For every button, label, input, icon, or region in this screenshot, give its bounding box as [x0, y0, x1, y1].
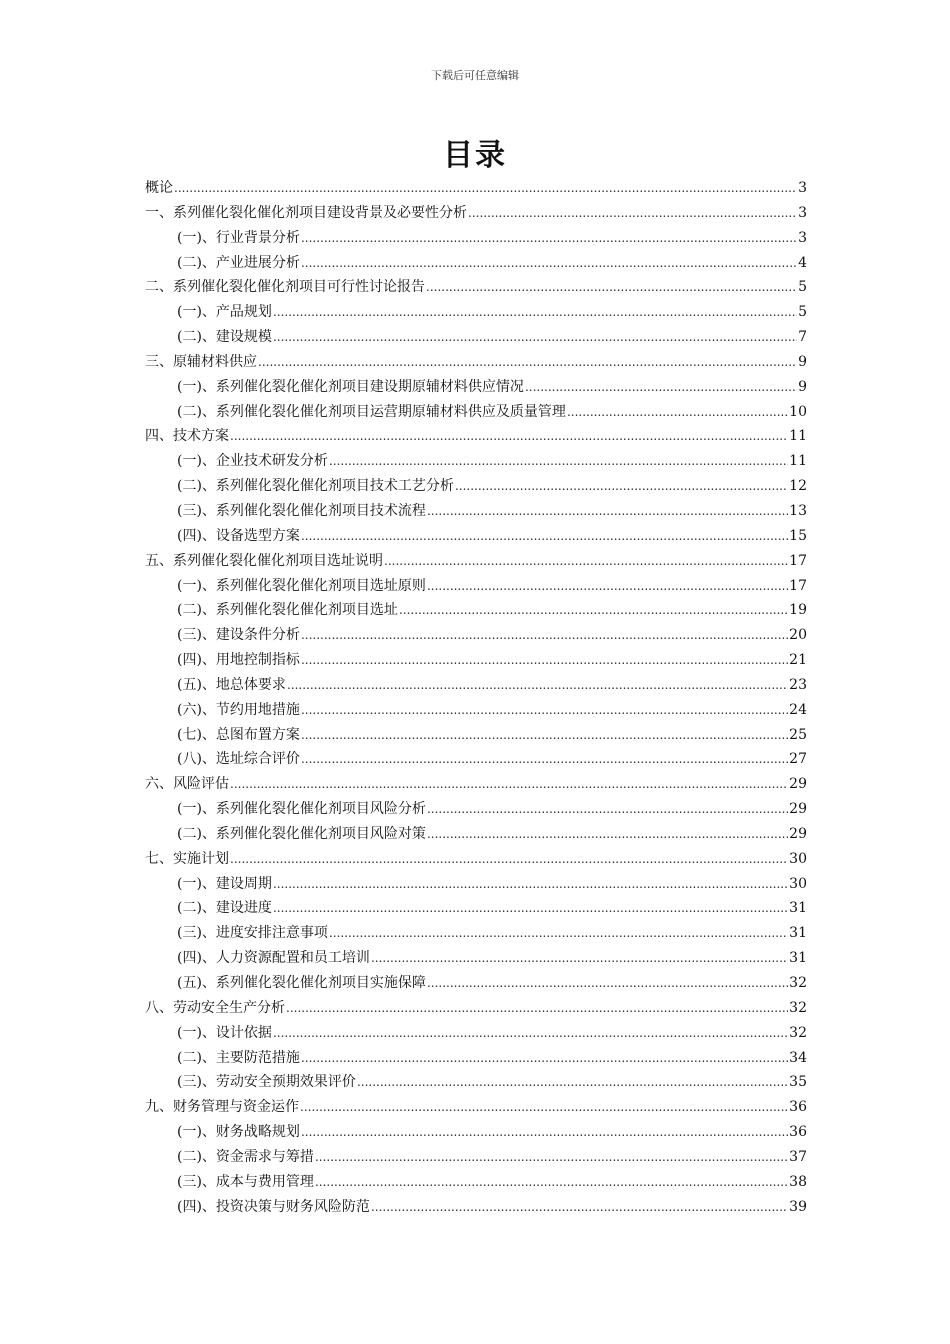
- toc-entry-page-number: 17: [789, 577, 807, 594]
- toc-dot-leader: [525, 375, 797, 400]
- toc-dot-leader: [427, 822, 788, 847]
- toc-entry-label: (七)、总图布置方案: [177, 726, 300, 743]
- toc-entry[interactable]: [145, 673, 807, 698]
- toc-entry[interactable]: [145, 698, 807, 723]
- toc-dot-leader: [427, 574, 788, 599]
- toc-entry-label: (三)、建设条件分析: [177, 627, 300, 644]
- toc-entry[interactable]: [145, 996, 807, 1021]
- toc-entry-page-number: 3: [798, 229, 807, 246]
- toc-dot-leader: [301, 623, 788, 648]
- toc-entry-label: 八、劳动安全生产分析: [145, 999, 285, 1016]
- toc-entry[interactable]: [145, 400, 807, 425]
- toc-entry-page-number: 34: [789, 1049, 807, 1066]
- toc-dot-leader: [301, 1046, 788, 1071]
- toc-entry-label: (八)、选址综合评价: [177, 751, 300, 768]
- toc-entry-page-number: 19: [789, 602, 807, 619]
- toc-entry-label: (四)、设备选型方案: [177, 527, 300, 544]
- toc-dot-leader: [399, 598, 788, 623]
- toc-dot-leader: [301, 723, 788, 748]
- toc-dot-leader: [230, 424, 788, 449]
- toc-entry-label: (一)、行业背景分析: [177, 229, 300, 246]
- toc-dot-leader: [273, 300, 797, 325]
- toc-entry-label: (一)、企业技术研发分析: [177, 453, 328, 470]
- toc-entry[interactable]: [145, 300, 807, 325]
- toc-entry-label: (一)、系列催化裂化催化剂项目建设期原辅材料供应情况: [177, 378, 524, 395]
- toc-entry[interactable]: [145, 648, 807, 673]
- toc-entry-page-number: 11: [789, 428, 807, 445]
- page-title: 目录: [443, 138, 507, 173]
- toc-entry-label: (一)、财务战略规划: [177, 1124, 300, 1141]
- toc-entry[interactable]: [145, 797, 807, 822]
- toc-entry-label: 七、实施计划: [145, 850, 229, 867]
- toc-entry[interactable]: [145, 921, 807, 946]
- toc-entry-label: 四、技术方案: [145, 428, 229, 445]
- toc-entry-page-number: 11: [789, 453, 807, 470]
- toc-entry[interactable]: [145, 1095, 807, 1120]
- toc-entry-label: (三)、进度安排注意事项: [177, 925, 328, 942]
- table-of-contents: [145, 176, 807, 1219]
- toc-entry-label: (二)、建设进度: [177, 900, 272, 917]
- toc-dot-leader: [301, 226, 797, 251]
- toc-entry[interactable]: [145, 946, 807, 971]
- toc-entry-page-number: 39: [789, 1198, 807, 1215]
- toc-dot-leader: [301, 1120, 788, 1145]
- toc-entry-label: (五)、系列催化裂化催化剂项目实施保障: [177, 975, 426, 991]
- toc-entry-page-number: 4: [798, 254, 807, 271]
- toc-entry-label: (一)、系列催化裂化催化剂项目选址原则: [177, 577, 426, 594]
- toc-entry-page-number: 27: [789, 751, 807, 768]
- toc-dot-leader: [301, 648, 788, 673]
- toc-entry-label: 五、系列催化裂化催化剂项目选址说明: [145, 552, 383, 569]
- toc-dot-leader: [455, 474, 788, 499]
- toc-dot-leader: [567, 400, 788, 425]
- toc-entry-label: (六)、节约用地措施: [177, 701, 300, 718]
- toc-entry-label: (五)、地总体要求: [177, 676, 286, 693]
- toc-entry-page-number: 10: [789, 403, 807, 420]
- toc-entry-label: (三)、成本与费用管理: [177, 1173, 314, 1190]
- toc-entry[interactable]: [145, 325, 807, 350]
- toc-dot-leader: [371, 946, 788, 971]
- toc-entry[interactable]: [145, 350, 807, 375]
- toc-entry[interactable]: [145, 723, 807, 748]
- header-note: 下载后可任意编辑: [431, 69, 519, 82]
- toc-entry-page-number: 32: [789, 999, 807, 1016]
- toc-entry-page-number: 25: [789, 726, 807, 743]
- toc-entry-page-number: 30: [789, 875, 807, 892]
- toc-entry-page-number: 36: [789, 1124, 807, 1141]
- toc-entry-page-number: 36: [789, 1099, 807, 1116]
- toc-entry-page-number: 31: [789, 925, 807, 942]
- toc-entry-page-number: 12: [789, 478, 807, 495]
- toc-entry-label: (四)、用地控制指标: [177, 652, 300, 669]
- toc-entry-page-number: 24: [789, 701, 807, 718]
- toc-dot-leader: [286, 996, 788, 1021]
- toc-entry-label: (二)、产业进展分析: [177, 254, 300, 271]
- toc-entry[interactable]: [145, 474, 807, 499]
- toc-entry[interactable]: [145, 499, 807, 524]
- toc-entry[interactable]: [145, 971, 807, 996]
- toc-entry-label: (二)、系列催化裂化催化剂项目选址: [177, 602, 398, 619]
- toc-dot-leader: [301, 251, 797, 276]
- toc-entry[interactable]: [145, 1145, 807, 1170]
- toc-dot-leader: [427, 971, 788, 996]
- toc-entry-page-number: 5: [798, 304, 807, 321]
- toc-dot-leader: [230, 772, 788, 797]
- toc-entry-page-number: 29: [789, 825, 807, 842]
- toc-entry[interactable]: [145, 1070, 807, 1095]
- toc-entry-page-number: 23: [789, 676, 807, 693]
- toc-entry[interactable]: [145, 176, 807, 201]
- toc-dot-leader: [258, 350, 797, 375]
- toc-dot-leader: [427, 499, 788, 524]
- toc-entry[interactable]: [145, 822, 807, 847]
- toc-entry[interactable]: [145, 598, 807, 623]
- toc-entry[interactable]: [145, 574, 807, 599]
- toc-entry-page-number: 32: [789, 1024, 807, 1041]
- toc-dot-leader: [371, 1195, 788, 1220]
- toc-entry-label: (四)、投资决策与财务风险防范: [177, 1198, 370, 1215]
- toc-dot-leader: [384, 549, 788, 574]
- toc-entry-label: 概论: [145, 180, 173, 196]
- toc-dot-leader: [301, 747, 788, 772]
- toc-entry-page-number: 7: [798, 329, 807, 346]
- toc-entry[interactable]: [145, 1046, 807, 1071]
- toc-entry[interactable]: [145, 623, 807, 648]
- toc-entry[interactable]: [145, 375, 807, 400]
- toc-entry-label: (二)、系列催化裂化催化剂项目技术工艺分析: [177, 478, 454, 495]
- toc-dot-leader: [329, 921, 788, 946]
- toc-entry[interactable]: [145, 747, 807, 772]
- toc-entry[interactable]: [145, 275, 807, 300]
- toc-entry[interactable]: [145, 847, 807, 872]
- toc-dot-leader: [357, 1070, 788, 1095]
- toc-entry-page-number: 20: [789, 627, 807, 644]
- toc-entry[interactable]: [145, 772, 807, 797]
- toc-dot-leader: [426, 275, 797, 300]
- toc-entry-page-number: 9: [798, 378, 807, 395]
- toc-dot-leader: [301, 698, 788, 723]
- toc-dot-leader: [273, 325, 797, 350]
- toc-entry-page-number: 32: [789, 975, 807, 991]
- toc-entry-page-number: 37: [789, 1148, 807, 1165]
- toc-entry-page-number: 3: [798, 204, 807, 221]
- toc-entry[interactable]: [145, 251, 807, 276]
- toc-entry[interactable]: [145, 1170, 807, 1195]
- toc-entry-page-number: 3: [798, 180, 807, 196]
- toc-entry-label: (三)、系列催化裂化催化剂项目技术流程: [177, 502, 426, 519]
- toc-entry[interactable]: [145, 226, 807, 251]
- toc-dot-leader: [174, 176, 797, 201]
- toc-entry[interactable]: [145, 449, 807, 474]
- toc-entry-label: (三)、劳动安全预期效果评价: [177, 1074, 356, 1091]
- toc-entry[interactable]: [145, 424, 807, 449]
- toc-entry-label: (二)、主要防范措施: [177, 1049, 300, 1066]
- toc-entry-page-number: 31: [789, 900, 807, 917]
- toc-entry-label: 九、财务管理与资金运作: [145, 1099, 299, 1116]
- toc-entry-page-number: 38: [789, 1173, 807, 1190]
- toc-dot-leader: [315, 1170, 788, 1195]
- toc-entry-label: 三、原辅材料供应: [145, 353, 257, 370]
- toc-dot-leader: [427, 797, 788, 822]
- toc-entry-label: (一)、设计依据: [177, 1024, 272, 1041]
- toc-dot-leader: [273, 872, 788, 897]
- toc-entry-label: 六、风险评估: [145, 776, 229, 793]
- toc-entry-label: (一)、产品规划: [177, 304, 272, 321]
- toc-entry-label: (一)、建设周期: [177, 875, 272, 892]
- toc-dot-leader: [230, 847, 788, 872]
- toc-dot-leader: [273, 896, 788, 921]
- toc-entry[interactable]: [145, 1021, 807, 1046]
- toc-entry-page-number: 30: [789, 850, 807, 867]
- toc-entry-label: (二)、系列催化裂化催化剂项目运营期原辅材料供应及质量管理: [177, 403, 566, 420]
- toc-entry-page-number: 21: [789, 652, 807, 669]
- toc-entry[interactable]: [145, 896, 807, 921]
- toc-dot-leader: [300, 1095, 788, 1120]
- toc-entry-label: (二)、系列催化裂化催化剂项目风险对策: [177, 825, 426, 842]
- toc-entry-page-number: 5: [798, 279, 807, 296]
- toc-dot-leader: [329, 449, 788, 474]
- toc-entry[interactable]: [145, 524, 807, 549]
- toc-entry-page-number: 13: [789, 502, 807, 519]
- toc-entry[interactable]: [145, 1195, 807, 1220]
- toc-entry-page-number: 35: [789, 1074, 807, 1091]
- toc-dot-leader: [301, 524, 788, 549]
- toc-dot-leader: [273, 1021, 788, 1046]
- toc-entry[interactable]: [145, 201, 807, 226]
- toc-dot-leader: [287, 673, 788, 698]
- toc-entry-page-number: 31: [789, 950, 807, 967]
- toc-dot-leader: [468, 201, 797, 226]
- toc-entry-label: 一、系列催化裂化催化剂项目建设背景及必要性分析: [145, 204, 467, 221]
- toc-entry-label: 二、系列催化裂化催化剂项目可行性讨论报告: [145, 279, 425, 296]
- toc-entry-page-number: 29: [789, 776, 807, 793]
- toc-dot-leader: [315, 1145, 788, 1170]
- toc-entry-label: (四)、人力资源配置和员工培训: [177, 950, 370, 967]
- toc-entry-page-number: 15: [789, 527, 807, 544]
- toc-entry-label: (一)、系列催化裂化催化剂项目风险分析: [177, 801, 426, 818]
- toc-entry[interactable]: [145, 1120, 807, 1145]
- toc-entry-label: (二)、资金需求与筹措: [177, 1148, 314, 1165]
- toc-entry-page-number: 29: [789, 801, 807, 818]
- toc-entry[interactable]: [145, 872, 807, 897]
- toc-entry-page-number: 9: [798, 353, 807, 370]
- toc-entry-label: (二)、建设规模: [177, 329, 272, 346]
- toc-entry-page-number: 17: [789, 552, 807, 569]
- toc-entry[interactable]: [145, 549, 807, 574]
